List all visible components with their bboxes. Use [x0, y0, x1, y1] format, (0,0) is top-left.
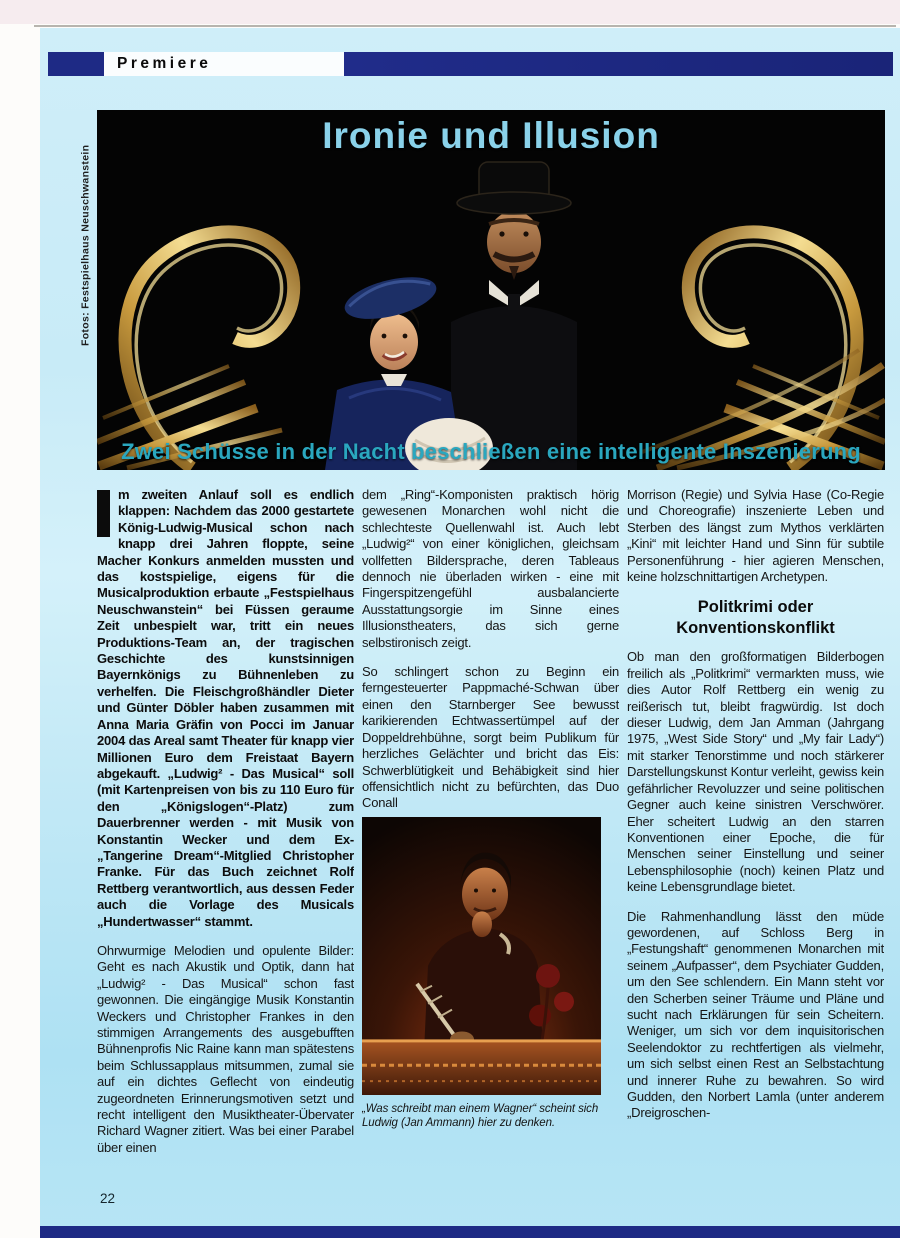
article-column-1: [97, 487, 354, 1193]
header-left-navy-block: [48, 52, 104, 76]
paragraph: So schlingert schon zu Beginn ein ferngesteuerter Pappmaché-Schwan über einen den Starnberger See bewusst karikierenden Echtwassertümpel auf der Doppeldrehbühne, sorgt beim Publikum für herzliches Gelächter und bricht das Eis: Schwerblütigkeit und Behäbigkeit sind hier offensichtlich nicht zu befürchten, das Duo Conall: [362, 664, 619, 811]
magazine-page: [40, 28, 900, 1238]
scan-edge-line: [34, 25, 896, 27]
article-column-3: [627, 487, 884, 1193]
section-header-band: [104, 52, 344, 76]
lead-paragraph-text: m zweiten Anlauf soll es endlich klappen: Nachdem das 2000 gestartete König-Ludwig-Musical schon nach knapp drei Jahren floppte, seine Macher Konkurs anmelden mussten und das kostspielige, eigens für die Musicalproduktion erbaute „Festspielhaus Neuschwanstein“ bei Füssen geraume Zeit unbespielt war, tritt ein neues Produktions-Team an, der tragischen Geschichte des kunstsinnigen Bayernkönigs zu Bühnenleben zu verhelfen. Die Fleischgroßhändler Dieter und Günter Döbler haben zusammen mit Anna Maria Gräfin von Pocci im Januar 2004 das Areal samt Theater für knapp vier Millionen Euro dem Freistaat Bayern abgekauft. „Ludwig² - Das Musical“ soll (mit Kartenpreisen von bis zu 110 Euro für den „Königslogen“-Platz) zum Dauerbrenner werden - mit Musik von Konstantin Wecker und dem Ex-„Tangerine Dream“-Mitglied Christopher Franke. Für das Buch zeichnet Rolf Rettberg verantwortlich, aus dessen Feder auch die Vorlage des Musicals „Hundertwasser“ stammt.: [97, 487, 354, 929]
section-subhead: Politkrimi oder Konventionskonflikt: [676, 598, 835, 638]
stage-photo-illustration: [362, 817, 601, 1095]
page-number: 22: [100, 1191, 116, 1206]
photo-caption: „Was schreibt man einem Wagner“ scheint sich Ludwig (Jan Ammann) hier zu denken.: [362, 1102, 599, 1130]
paragraph: Ohrwurmige Melodien und opulente Bilder: Geht es nach Akustik und Optik, dann hat „Ludwig² - Das Musical“ schon fast gewonnen. Die eingängige Musik Konstantin Weckers und Christopher Frankes in den stimmigen Arrangements des ausgebufften Bühnenprofis Nic Raine kann man spätestens beim Schlussapplaus mitsummen, zumal sie auf ein dichtes Geflecht von eindeutig zugeordneten Erinnerungsmotiven setzt und recht intelligent den Musiktheater-Übervater Richard Wagner zitiert. Was bei einer Parabel über einen: [97, 942, 354, 1155]
header-right-navy-bar: [344, 52, 893, 76]
photo-credit: Fotos: Festspielhaus Neuschwanstein: [79, 144, 92, 346]
paragraph: dem „Ring“-Komponisten praktisch hörig gewesenen Monarchen wohl nicht die schlechteste Quellenwahl ist. Auch lebt „Ludwig²“ von einer königlichen, gleichsam vollfetten Bildersprache, deren Tableaus dennoch nie überladen wirken - eine mit Fingerspitzengefühl ausbalancierte Ausstattungsorgie im Sinne eines Illusionstheaters, das sich gerne selbstironisch zeigt.: [362, 487, 619, 650]
paragraph: Morrison (Regie) und Sylvia Hase (Co-Regie und Choreografie) inszenierte Leben und Sterben des längst zum Mythos verklärten „Kini“ mit leichter Hand und Sinn für subtile Personenführung - hier agieren Menschen, keine holzschnittartigen Archetypen.: [627, 487, 884, 585]
article-title: Ironie und Illusion: [322, 115, 660, 156]
lead-paragraph: [97, 487, 354, 930]
section-label: Premiere: [117, 55, 212, 72]
article-body: [97, 487, 884, 1193]
stage-photo: [362, 817, 601, 1095]
article-subtitle: Zwei Schüsse in der Nacht beschließen eine intelligente Inszenierung: [121, 439, 861, 464]
scan-margin-top: [0, 0, 900, 24]
article-column-2: [362, 487, 619, 1193]
footer-navy-bar: [40, 1226, 900, 1238]
hero-stage-illustration: [97, 110, 885, 470]
paragraph: Die Rahmenhandlung lässt den müde gewordenen, auf Schloss Berg in „Festungshaft“ genommenen Monarchen mit seinem „Aufpasser“, dem Psychiater Gudden, um den See schlendern. Ein Mann steht vor den Scherben seiner Träume und Pläne und sucht nach Erklärungen für sein Scheitern. Weniger, um sich vor dem inquisitorischen Seelendoktor zu rechtfertigen als vielmehr, um sich selbst einen Rest an Selbstachtung und innerer Ruhe zu bewahren. So wird Gudden, den Norbert Lamla (unter anderem „Dreigroschen-: [627, 908, 884, 1121]
hero-photo: [97, 110, 885, 470]
drop-cap: [97, 490, 110, 537]
paragraph: Ob man den großformatigen Bilderbogen freilich als „Politkrimi“ vermarkten muss, wie dies Autor Rolf Rettberg ein wenig zu reißerisch tut, bleibt fragwürdig. Ist doch dieser Ludwig, dem Jan Amman (Jahrgang 1975, „West Side Story“ und „My fair Lady“) mit starker Tenorstimme und noch stärkerer Darstellungskunst Kontur verleiht, gewiss kein gefährlicher Revoluzzer und seine politischen Gegner auch keine sinistren Verschwörer. Eher scheitert Ludwig an den starren Konventionen einer Epoche, die für Menschen seiner Einstellung und seiner Lebensphilosophie (noch) keinen Platz und keine Lebensgrundlage bietet.: [627, 649, 884, 895]
